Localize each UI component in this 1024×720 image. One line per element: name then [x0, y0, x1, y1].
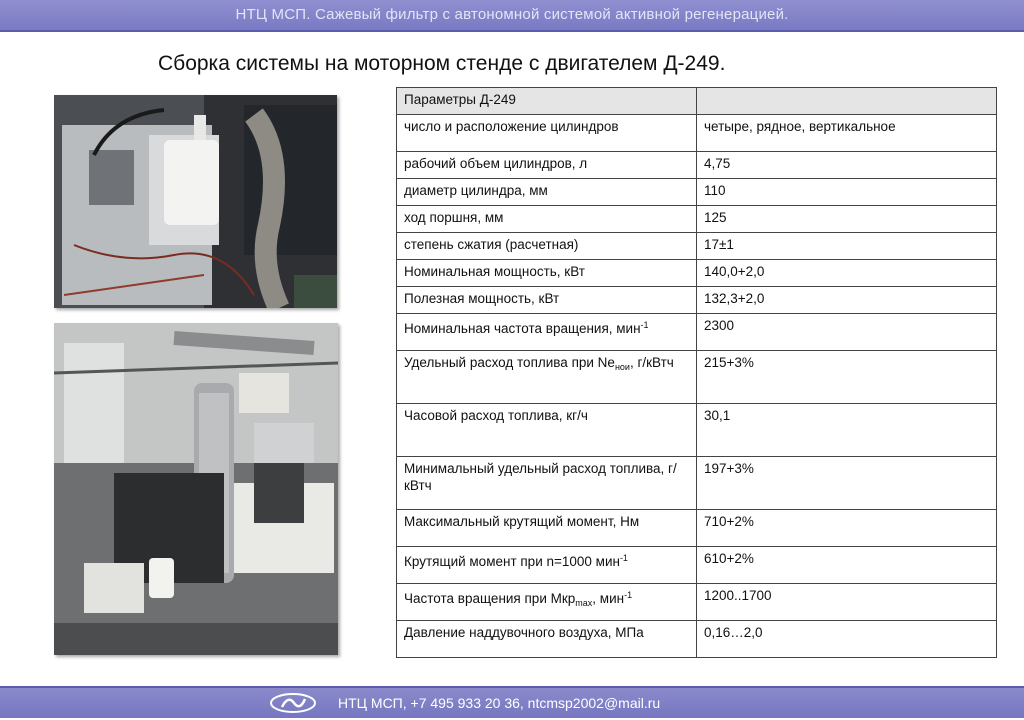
engine-parameters-table	[396, 87, 997, 658]
header-divider	[0, 30, 1024, 32]
value-cell: 197+3%	[697, 457, 997, 510]
header-bar	[0, 0, 1024, 30]
footer-contact: НТЦ МСП, +7 495 933 20 36, ntcmsp2002@mail.ru	[338, 695, 661, 711]
value-cell: 2300	[697, 314, 997, 351]
param-text-tail: , мин	[592, 591, 625, 606]
value-cell: 110	[697, 179, 997, 206]
param-superscript: -1	[619, 553, 628, 563]
param-cell: диаметр цилиндра, мм	[397, 179, 697, 206]
table-row	[397, 621, 997, 658]
param-text: Номинальная частота вращения, мин	[404, 321, 641, 336]
param-cell	[397, 584, 697, 621]
table-row	[397, 206, 997, 233]
table-row	[397, 510, 997, 547]
table-header-value	[697, 88, 997, 115]
param-text: Крутящий момент при n=1000 мин	[404, 554, 620, 569]
table-header-row	[397, 88, 997, 115]
table-row	[397, 457, 997, 510]
value-cell: 0,16…2,0	[697, 621, 997, 658]
param-superscript: -1	[640, 320, 649, 330]
value-cell: 125	[697, 206, 997, 233]
param-cell: Полезная мощность, кВт	[397, 287, 697, 314]
param-cell: число и расположение цилиндров	[397, 115, 697, 152]
param-superscript: -1	[624, 590, 633, 600]
table-row	[397, 179, 997, 206]
value-cell: 4,75	[697, 152, 997, 179]
header-title: НТЦ МСП. Сажевый фильтр с автономной системой активной регенерацией.	[235, 6, 789, 23]
param-cell: степень сжатия (расчетная)	[397, 233, 697, 260]
param-cell: Максимальный крутящий момент, Нм	[397, 510, 697, 547]
table-row	[397, 287, 997, 314]
value-cell: 140,0+2,0	[697, 260, 997, 287]
value-cell: 30,1	[697, 404, 997, 457]
param-cell	[397, 351, 697, 404]
param-cell	[397, 314, 697, 351]
footer-bar	[0, 688, 1024, 718]
param-subscript: нои	[614, 362, 630, 372]
table-row	[397, 152, 997, 179]
engine-exhaust-filter-photo	[54, 323, 338, 655]
param-cell: Номинальная мощность, кВт	[397, 260, 697, 287]
table-header-param: Параметры Д-249	[397, 88, 697, 115]
value-cell: 610+2%	[697, 547, 997, 584]
table-row	[397, 351, 997, 404]
value-cell: 1200..1700	[697, 584, 997, 621]
engine-test-bench-photo	[54, 95, 337, 308]
value-cell: 132,3+2,0	[697, 287, 997, 314]
param-cell: Минимальный удельный расход топлива, г/кВтч	[397, 457, 697, 510]
param-cell: Часовой расход топлива, кг/ч	[397, 404, 697, 457]
param-cell	[397, 547, 697, 584]
table-row	[397, 314, 997, 351]
table-row	[397, 404, 997, 457]
table-row	[397, 547, 997, 584]
table-row	[397, 260, 997, 287]
param-cell: Давление наддувочного воздуха, МПа	[397, 621, 697, 658]
value-cell: 215+3%	[697, 351, 997, 404]
table-row	[397, 115, 997, 152]
param-cell: ход поршня, мм	[397, 206, 697, 233]
param-cell: рабочий объем цилиндров, л	[397, 152, 697, 179]
ntc-msp-logo-icon	[268, 691, 318, 720]
value-cell: 710+2%	[697, 510, 997, 547]
param-text: Удельный расход топлива при Ne	[404, 355, 615, 370]
param-text-tail: , г/кВтч	[629, 355, 674, 370]
value-cell: 17±1	[697, 233, 997, 260]
table-row	[397, 584, 997, 621]
table-row	[397, 233, 997, 260]
param-text: Частота вращения при Мкр	[404, 591, 576, 606]
param-subscript: max	[575, 598, 593, 608]
value-cell: четыре, рядное, вертикальное	[697, 115, 997, 152]
slide-heading: Сборка системы на моторном стенде с двигателем Д-249.	[158, 52, 726, 75]
